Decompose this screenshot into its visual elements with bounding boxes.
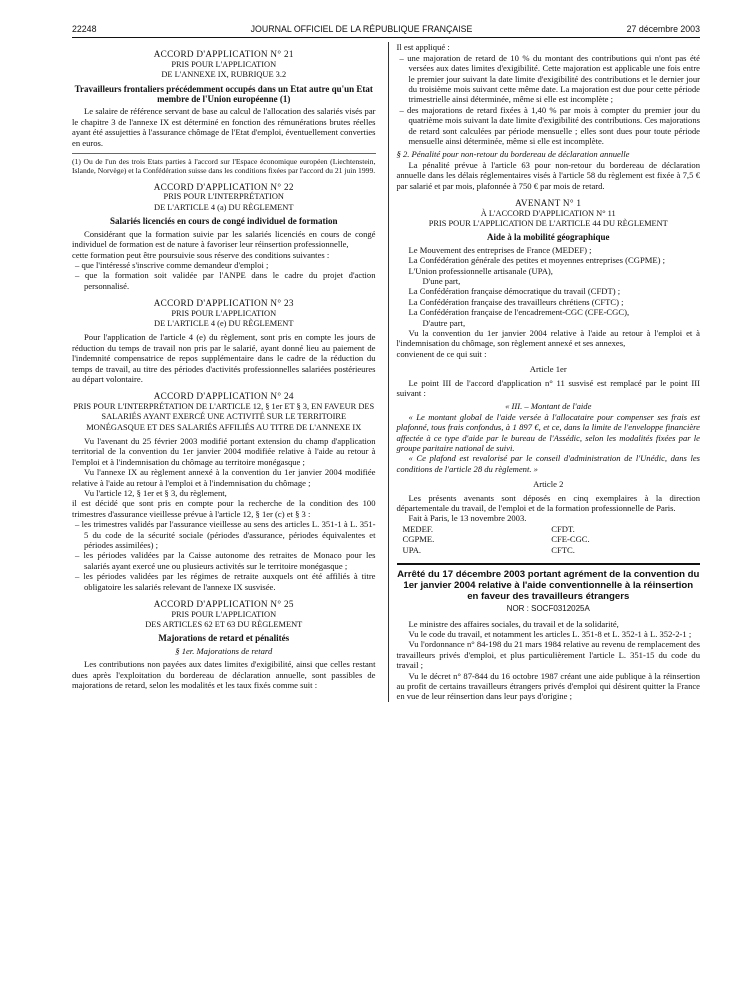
avenant-sub1: À L'ACCORD D'APPLICATION N° 11 <box>480 208 616 218</box>
signed-place-date: Fait à Paris, le 13 novembre 2003. <box>408 513 527 524</box>
party-line: La Confédération générale des petites et moyennes entreprises (CGPME) ; <box>408 255 666 266</box>
arrete-p3: Vu l'ordonnance n° 84-198 du 21 mars 1984 relative au revenu de remplacement des travailleurs privés d'emploi, et plus particulièrement l'article L. 351-15 du code du travail ; <box>396 639 700 671</box>
accord-24-p3: Vu l'article 12, § 1er et § 3, du règlement, <box>84 488 227 499</box>
accord-22-title: ACCORD D'APPLICATION N° 22 <box>153 182 294 193</box>
left-column <box>72 42 376 701</box>
accord-23-sub1: PRIS POUR L'APPLICATION <box>171 308 277 318</box>
right-column <box>388 42 701 701</box>
party-line: L'Union professionnelle artisanale (UPA), <box>408 265 553 276</box>
list-item: – une majoration de retard de 10 % du montant des contributions qui n'ont pas été versées aux dates limites d'exigibilité. Cette majoration est applicable une fois entre le premier jour suivant la date limite d'exigibilité des contributions et le dernier jour du troisième mois suivant cette même date. La majoration est due pour cette période trimestrielle ainsi déterminée, même si elle est incomplète ; <box>399 52 700 105</box>
signatory: CFE-CGC. <box>551 534 590 545</box>
accord-25-sub1: PRIS POUR L'APPLICATION <box>171 609 277 619</box>
accord-25-section: § 1er. Majorations de retard <box>175 645 273 656</box>
party-line: La Confédération française des travailleurs chrétiens (CFTC) ; <box>408 296 624 307</box>
article-1-heading: Article 1er <box>529 364 567 375</box>
signatory: MEDEF. <box>402 523 434 534</box>
signatories <box>397 524 701 555</box>
point-iii-heading: « III. – Montant de l'aide <box>505 401 592 412</box>
party-line: La Confédération française de l'encadrement-CGC (CFE-CGC), <box>408 307 630 318</box>
applied-text: Il est appliqué : <box>396 42 450 53</box>
avenant-sub2: PRIS POUR L'APPLICATION DE L'ARTICLE 44 DU RÈGLEMENT <box>428 218 668 228</box>
accord-22-sub1: PRIS POUR L'INTERPRÉTATION <box>163 192 284 202</box>
party-line: D'une part, <box>422 275 461 286</box>
accord-22-heading: Salariés licenciés en cours de congé individuel de formation <box>110 216 338 227</box>
list-item: – les périodes validées par la Caisse autonome des retraites de Monaco pour les salariés ayant exercé une ou plusieurs activités sur le territoire monégasque ; <box>75 550 376 571</box>
running-header <box>72 24 700 38</box>
party-line: Le Mouvement des entreprises de France (MEDEF) ; <box>408 244 592 255</box>
party-line: D'autre part, <box>422 317 466 328</box>
majoration-list <box>397 53 701 147</box>
section-2-text: La pénalité prévue à l'article 63 pour non-retour du bordereau de déclaration annuelle dans les délais réglementaires visés à l'article 58 du règlement est fixée à 7,5 € par salarié et par mois, plafonnée à 750 € par mois de retard. <box>396 159 700 191</box>
accord-25-text: Les contributions non payées aux dates limites d'exigibilité, ainsi que celles restant dues après l'exploitation du bordereau de déclaration annuelle, sont passibles de majorations de retard, selon les modalités et les taux fixés comme suit : <box>72 659 376 690</box>
footnote: (1) Ou de l'un des trois Etats parties à l'accord sur l'Espace économique européen (Liechtenstein, Islande, Norvège) et la Confédération suisse dans les conditions fixées par l'accord du 21 juin 1999. <box>72 153 376 175</box>
accord-24-list <box>72 519 376 592</box>
accord-23-text: Pour l'application de l'article 4 (e) du règlement, sont pris en compte les jours de réduction du temps de travail non pris par le salarié, ayant donné lieu au paiement de l'indemnité compensatrice de repos supplémentaire dans le cadre de la réduction du temps de travail, au titre des périodes d'activités professionnelles salariées postérieures au départ volontaire. <box>72 332 376 384</box>
arrete-p4: Vu le décret n° 87-844 du 16 octobre 1987 créant une aide publique à la réinsertion au profit de certains travailleurs étrangers privés d'emploi qui désirent quitter la France en vue de leur réinsertion dans leur pays d'origine ; <box>396 670 700 702</box>
accord-21-heading: Travailleurs frontaliers précédemment occupés dans un Etat autre qu'un Etat membre de l'Union européenne (1) <box>74 83 373 105</box>
section-2-heading: § 2. Pénalité pour non-retour du bordereau de déclaration annuelle <box>396 149 630 160</box>
accord-23-sub2: DE L'ARTICLE 4 (e) DU RÈGLEMENT <box>154 318 294 328</box>
avenant-title: AVENANT N° 1 <box>515 198 582 209</box>
accord-21-sub1: PRIS POUR L'APPLICATION <box>171 59 277 69</box>
accord-21-title: ACCORD D'APPLICATION N° 21 <box>153 49 294 60</box>
avenant-convienent: convienent de ce qui suit : <box>396 348 487 359</box>
article-2-heading: Article 2 <box>533 479 564 490</box>
accord-22-p2: cette formation peut être poursuivie sous réserve des conditions suivantes : <box>72 249 330 260</box>
quote-2: « Ce plafond est revalorisé par le conseil d'administration de l'Unédic, dans les conditions de l'article 28 du règlement. » <box>396 453 700 474</box>
accord-24-sub: PRIS POUR L'INTERPRÉTATION DE L'ARTICLE 12, § 1er ET § 3, EN FAVEUR DES SALARIÉS AYANT EXERCÉ UNE ACTIVITÉ SUR LE TERRITOIRE MONÉGASQUE ET DES SALARIÉS AFFILIÉS AU TITRE DE L'ANNEXE IX <box>73 401 375 432</box>
accord-24-p2: Vu l'annexe IX au règlement annexé à la convention du 1er janvier 2004 modifiée relative à l'aide au retour à l'emploi et à l'indemnisation du chômage ; <box>72 467 376 488</box>
party-line: La Confédération française démocratique du travail (CFDT) ; <box>408 286 621 297</box>
quote-1: « Le montant global de l'aide versée à l'allocataire pour compenser ses frais est plafonné, tous frais confondus, à 1 897 €, et ce, dans la limite de l'enveloppe financière affectée à ce type d'aide par le bureau de l'Assédic, selon les modalités fixées par le groupe paritaire national de suivi. <box>396 411 700 454</box>
signatory: CFTC. <box>551 544 575 555</box>
list-item: – les trimestres validés par l'assurance vieillesse au sens des articles L. 351-1 à L. 351-5 du code de la sécurité sociale (périodes d'assurance, périodes équivalentes et périodes assimilées) ; <box>75 519 376 551</box>
accord-24-p4: il est décidé que sont pris en compte pour la recherche de la condition des 100 trimestres d'assurance vieillesse prévue à l'article 12, § 1er (c) et § 3 : <box>72 498 376 519</box>
list-item: – que la formation soit validée par l'ANPE dans le cadre du projet d'action personnalisé. <box>75 270 376 291</box>
arrete-p2: Vu le code du travail, et notamment les articles L. 351-8 et L. 352-1 à L. 352-2-1 ; <box>408 628 692 639</box>
arrete-p1: Le ministre des affaires sociales, du travail et de la solidarité, <box>408 618 619 629</box>
journal-title: JOURNAL OFFICIEL DE LA RÉPUBLIQUE FRANÇAISE <box>250 24 473 34</box>
accord-21-text: Le salaire de référence servant de base au calcul de l'allocation des salariés visés par le chapitre 3 de l'annexe IX est déterminé en fonction des rémunérations brutes réelles ayant été assujetties à l'assurance chômage de l'Etat d'emploi, éventuellement converties en euros. <box>72 106 376 148</box>
accord-24-p1: Vu l'avenant du 25 février 2003 modifié portant extension du champ d'application territorial de la convention du 1er janvier 2004 modifiée relative à l'aide au retour à l'emploi et à l'indemnisation du chômage au territoire monégasque ; <box>72 436 376 467</box>
accord-25-sub2: DES ARTICLES 62 ET 63 DU RÈGLEMENT <box>145 619 303 629</box>
article-1-text: Le point III de l'accord d'application n° 11 susvisé est remplacé par le point III suivant : <box>396 377 700 398</box>
list-item: – les périodes validées par les régimes de retraite auxquels ont été affiliés à titre obligatoire les salariés relevant de l'annexe IX susvisée. <box>75 571 376 592</box>
list-item: – que l'intéressé s'inscrive comme demandeur d'emploi ; <box>75 259 269 270</box>
nor-reference: NOR : SOCF0312025A <box>506 604 590 614</box>
accord-21-sub2: DE L'ANNEXE IX, RUBRIQUE 3.2 <box>161 70 287 80</box>
accord-25-title: ACCORD D'APPLICATION N° 25 <box>153 599 294 610</box>
arrete-title: Arrêté du 17 décembre 2003 portant agrément de la convention du 1er janvier 2004 relative à l'aide conventionnelle à la réinsertion en faveur des travailleurs étrangers <box>397 563 701 602</box>
page-number: 22248 <box>72 24 97 34</box>
list-item: – des majorations de retard fixées à 1,40 % par mois à compter du premier jour du quatrième mois suivant la date limite d'exigibilité des contributions. Ces majorations de retard sont calculées par période mensuelle ; elles sont dues pour toute période mensuelle ainsi déterminée, même si elle est incomplète. <box>399 104 700 147</box>
accord-22-p1: Considérant que la formation suivie par les salariés licenciés en cours de congé individuel de formation est de nature à favoriser leur réinsertion professionnelle, <box>72 228 376 250</box>
accord-23-title: ACCORD D'APPLICATION N° 23 <box>153 298 294 309</box>
signatory: CGPME. <box>402 534 435 545</box>
signatory: UPA. <box>402 544 422 555</box>
accord-24-title: ACCORD D'APPLICATION N° 24 <box>153 391 294 402</box>
accord-22-list <box>72 260 376 291</box>
issue-date: 27 décembre 2003 <box>626 24 700 34</box>
article-2-text: Les présents avenants sont déposés en cinq exemplaires à la direction départementale du travail, de l'emploi et de la formation professionnelle de Paris. <box>396 492 700 514</box>
accord-25-heading: Majorations de retard et pénalités <box>158 633 290 644</box>
accord-22-sub2: DE L'ARTICLE 4 (a) DU RÈGLEMENT <box>154 202 294 212</box>
avenant-vu: Vu la convention du 1er janvier 2004 relative à l'aide au retour à l'emploi et à l'indemnisation du chômage, son règlement annexé et ses annexes, <box>396 327 700 349</box>
avenant-heading: Aide à la mobilité géographique <box>486 232 610 243</box>
signatory: CFDT. <box>551 523 575 534</box>
